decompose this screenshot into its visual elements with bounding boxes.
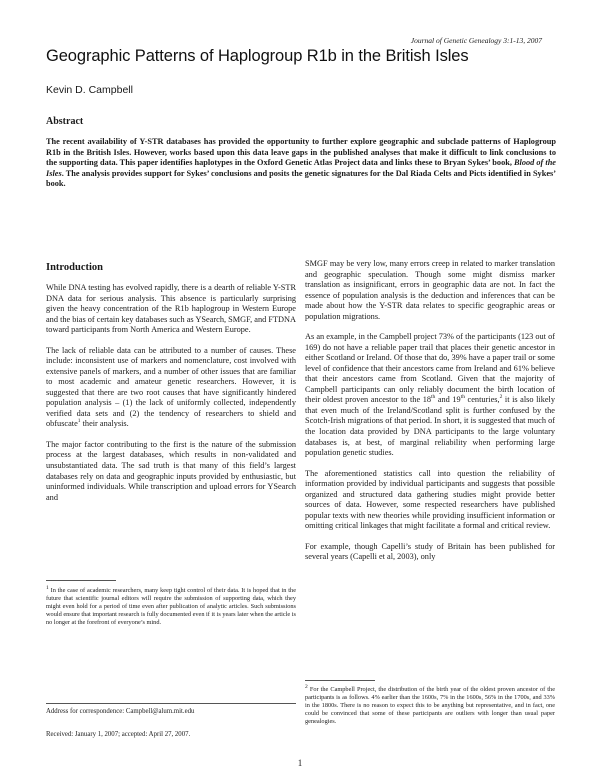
footnote-2-marker: 2 xyxy=(305,683,308,690)
footnote-1-text: In the case of academic researchers, many keep tight control of their data. It is hoped that in the future that scientific journal editors will require the submission of supporting data, which they might even hold for a period of time even after publication of analytic articles. Such submissions would ensure that important research is fully documented even if it is years later when the article is no longer at the forefront of everyone’s mind. xyxy=(46,587,296,627)
right-paragraph-2 xyxy=(305,332,555,458)
paper-title: Geographic Patterns of Haplogroup R1b in the British Isles xyxy=(46,47,469,65)
abstract-part-1: The recent availability of Y-STR databases has provided the opportunity to further explore geographic and subclade patterns of Haplogroup R1b in the British Isles. However, works based upon this data leave gaps in the published analyses that make it difficult to link conclusions to the supporting data. This paper identifies haplotypes in the Oxford Genetic Atlas Project data and links these to Bryan Sykes’ book, xyxy=(46,137,556,168)
right-paragraph-3: The aforementioned statistics call into question the reliability of information provided by individual participants and suggests that possible organized and structured data gathering studies might provide better sources of data. However, some respected researchers have published popular texts with new theories while providing insufficient information or omitting critical linkages that might facilitate a formal and critical review. xyxy=(305,468,555,531)
abstract-text xyxy=(46,137,556,190)
right-paragraph-2-text-a: As an example, in the Campbell project 73% of the participants (123 out of 169) do not have a reliable paper trail that places their genetic ancestor in either Scotland or Ireland. Of those that do, 39% have a paper trail or some level of confidence that their ancestors came from Ireland and 61% believe that their ancestors came from Scotland. Given that the majority of Campbell participants can only reliably document the birth location of their oldest proven ancestor to the 18 xyxy=(305,332,555,405)
journal-reference: Journal of Genetic Genealogy 3:1-13, 2007 xyxy=(410,36,542,45)
left-paragraph-2 xyxy=(46,346,296,430)
abstract-heading: Abstract xyxy=(46,116,84,127)
footnote-marker-1: 1 xyxy=(77,418,81,425)
footnote-2-body xyxy=(305,683,555,726)
section-heading-introduction: Introduction xyxy=(46,262,103,273)
footnote-marker-2: 2 xyxy=(499,394,503,401)
right-paragraph-2-text-mid: and 19 xyxy=(435,395,461,405)
left-paragraph-2-text-b: their analysis. xyxy=(80,419,129,429)
page-number: 1 xyxy=(297,758,303,768)
correspondence-address: Address for correspondence: Campbell@alum.mit.edu xyxy=(46,708,195,715)
right-paragraph-2-text-b: it is also likely that even much of the Ireland/Scotland split is further confused by the Scotch-Irish migrations of that period. In short, it is suggested that much of the location data provided by DNA participants to the large voluntary databases is, at best, of marginal reliability when performing large population genetic studies. xyxy=(305,395,555,458)
left-paragraph-2-text-a: The lack of reliable data can be attributed to a number of causes. These include: inconsistent use of markers and nomenclature, cost involved with extensive panels of markers, and a number of other issues that are familiar to most academic and amateur genetic researchers. However, it is suggested that there are two root causes that have significantly hindered population analysis – (1) the lack of uniformly collected, independently verified data sets and (2) the tendency of researchers to shield and obfuscate xyxy=(46,345,296,429)
footnote-2 xyxy=(305,683,555,726)
left-paragraph-1: While DNA testing has evolved rapidly, there is a dearth of reliable Y-STR DNA data for serious analysis. This absence is particularly surprising given the heavy concentration of the R1b haplogroup in Western Europe and the bias of certain key databases such as YSearch, SMGF, and FTDNA toward participants from North America and Western Europe. xyxy=(46,283,296,335)
right-column xyxy=(305,259,555,573)
right-paragraph-2-text-mid2: centuries, xyxy=(464,395,500,405)
footnote-divider-right xyxy=(305,680,375,681)
received-dates: Received: January 1, 2007; accepted: April 27, 2007. xyxy=(46,731,191,738)
correspondence-divider xyxy=(46,703,296,704)
footnote-2-text: For the Campbell Project, the distribution of the birth year of the oldest proven ancestor of the participants is as follows. 4% earlier than the 1600s, 7% in the 1600s, 56% in the 1700s, and 33% in the 1800s. There is no reason to expect this to be anything but representative, and in fact, one could be convinced that some of these participants are outliers with longer than usual paper genealogies. xyxy=(305,686,555,726)
superscript-th-2: th xyxy=(460,394,465,401)
abstract-book-title: Blood of the Isles xyxy=(46,158,556,178)
footnote-1-marker: 1 xyxy=(46,584,49,591)
left-column xyxy=(46,283,296,513)
footnote-1 xyxy=(46,584,296,627)
right-paragraph-4: For example, though Capelli’s study of Britain has been published for several years (Capelli et al, 2003), only xyxy=(305,541,555,562)
right-paragraph-1: SMGF may be very low, many errors creep in related to marker translation and geographic speculation. Though some might dismiss marker translation as insignificant, errors in geographic data are not. In fact the essence of population analysis is the deduction and inferences that can be made about how the Y-STR data relates to specific geographic areas or population migrations. xyxy=(305,259,555,321)
abstract-part-2: . The analysis provides support for Sykes’ conclusions and posits the genetic signatures for the Dal Riada Celts and Picts identified in Sykes’ book. xyxy=(46,168,556,189)
author-name: Kevin D. Campbell xyxy=(46,84,133,96)
superscript-th-1: th xyxy=(431,394,436,401)
footnote-divider-left xyxy=(46,580,116,581)
left-paragraph-3: The major factor contributing to the first is the nature of the submission process at the largest databases, which results in non-validated and unsubstantiated data. The sad truth is that many of this field’s largest databases rely on data and geographic inputs provided by enthusiastic, but uninformed individuals. While transcription and upload errors for YSearch and xyxy=(46,439,296,502)
footnote-1-body xyxy=(46,584,296,627)
